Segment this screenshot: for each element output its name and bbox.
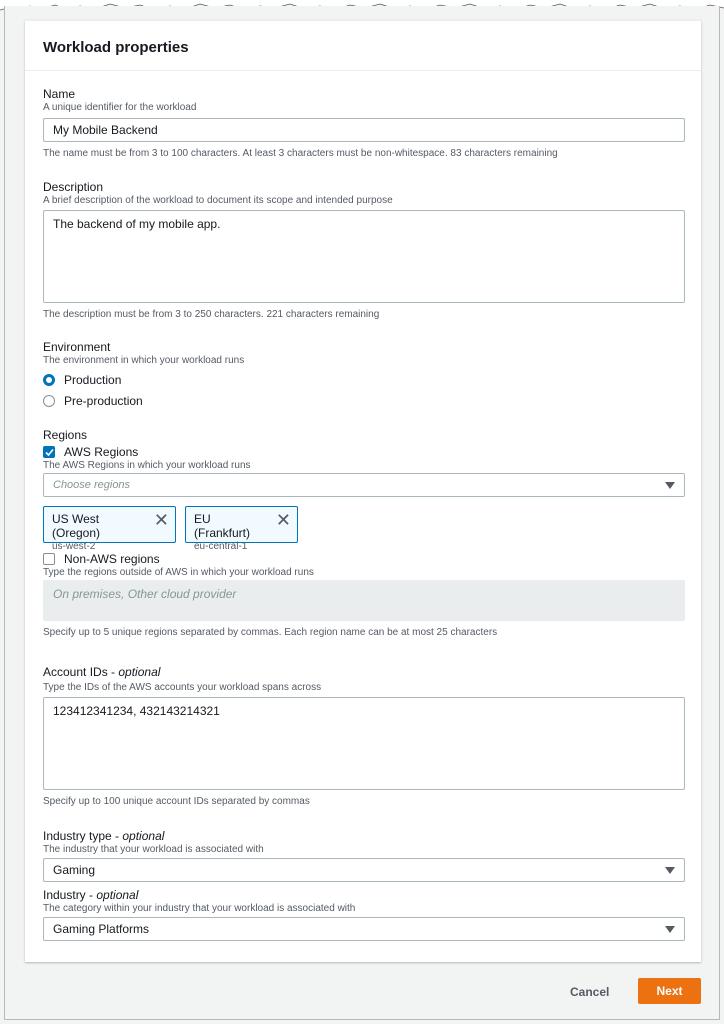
environment-description: The environment in which your workload runs (43, 355, 245, 366)
radio-production[interactable] (43, 373, 685, 387)
caret-down-icon (665, 926, 675, 933)
name-field (43, 87, 685, 159)
token-eu-central-1 (185, 506, 298, 552)
panel-header (25, 21, 701, 71)
non-aws-regions-checkbox-row[interactable] (43, 552, 685, 566)
industry-description: The category within your industry that your workload is associated with (43, 903, 356, 914)
token-name: EU (Frankfurt) (194, 512, 251, 540)
account-ids-label: Account IDs - optional (43, 665, 161, 679)
token-code: us-west-2 (52, 541, 96, 552)
account-ids-hint: Specify up to 100 unique account IDs separated by commas (43, 796, 310, 807)
account-ids-description: Type the IDs of the AWS accounts your workload spans across (43, 682, 322, 693)
account-ids-field (43, 665, 685, 807)
name-label: Name (43, 87, 76, 101)
industry-label: Industry - optional (43, 888, 139, 902)
screenshot-frame (4, 6, 720, 1020)
non-aws-regions-label: Non-AWS regions (64, 552, 160, 566)
name-input[interactable]: My Mobile Backend (43, 118, 685, 142)
environment-label: Environment (43, 340, 111, 354)
description-textarea[interactable]: The backend of my mobile app. (43, 210, 685, 303)
aws-regions-description: The AWS Regions in which your workload runs (43, 460, 251, 471)
caret-down-icon (665, 482, 675, 489)
name-hint: The name must be from 3 to 100 characters. At least 3 characters must be non-whitespace. 83 characters remaining (43, 148, 558, 159)
choose-regions-placeholder: Choose regions (53, 479, 131, 491)
industry-type-field (43, 829, 685, 882)
description-description: A brief description of the workload to document its scope and intended purpose (43, 195, 393, 206)
close-icon[interactable]: ✕ (153, 510, 169, 530)
region-tokens (43, 506, 685, 552)
regions-hint: Specify up to 5 unique regions separated by commas. Each region name can be at most 25 characters (43, 627, 498, 638)
radio-pre-production-button[interactable] (43, 395, 55, 407)
industry-type-label: Industry type - optional (43, 829, 165, 843)
description-label: Description (43, 180, 104, 194)
industry-type-description: The industry that your workload is associated with (43, 844, 264, 855)
industry-select[interactable] (43, 917, 685, 941)
aws-regions-label: AWS Regions (64, 445, 139, 459)
industry-value: Gaming Platforms (53, 922, 150, 936)
industry-type-value: Gaming (53, 863, 96, 877)
description-hint: The description must be from 3 to 250 characters. 221 characters remaining (43, 309, 380, 320)
industry-field (43, 888, 685, 941)
caret-down-icon (665, 867, 675, 874)
account-ids-textarea[interactable]: 123412341234, 432143214321 (43, 697, 685, 790)
radio-pre-production[interactable] (43, 394, 685, 408)
close-icon[interactable]: ✕ (275, 510, 291, 530)
token-name: US West (Oregon) (52, 512, 101, 540)
panel-title: Workload properties (43, 39, 189, 56)
radio-pre-production-label: Pre-production (64, 394, 143, 408)
environment-field (43, 340, 685, 408)
workload-properties-panel (25, 20, 701, 962)
choose-regions-select[interactable] (43, 473, 685, 497)
radio-production-button[interactable] (43, 374, 55, 386)
token-us-west-2 (43, 506, 176, 552)
radio-production-label: Production (64, 373, 122, 387)
non-aws-regions-description: Type the regions outside of AWS in which your workload runs (43, 567, 314, 578)
description-field (43, 180, 685, 320)
regions-label: Regions (43, 428, 88, 442)
aws-regions-checkbox-row[interactable] (43, 445, 685, 459)
regions-field (43, 428, 685, 638)
next-button[interactable]: Next (638, 978, 701, 1004)
cancel-button[interactable]: Cancel (570, 985, 610, 999)
check-icon (45, 448, 54, 457)
non-aws-regions-input: On premises, Other cloud provider (43, 580, 685, 621)
industry-type-select[interactable] (43, 858, 685, 882)
name-description: A unique identifier for the workload (43, 102, 197, 113)
aws-regions-checkbox[interactable] (43, 446, 55, 458)
non-aws-regions-checkbox[interactable] (43, 553, 55, 565)
token-code: eu-central-1 (194, 541, 248, 552)
